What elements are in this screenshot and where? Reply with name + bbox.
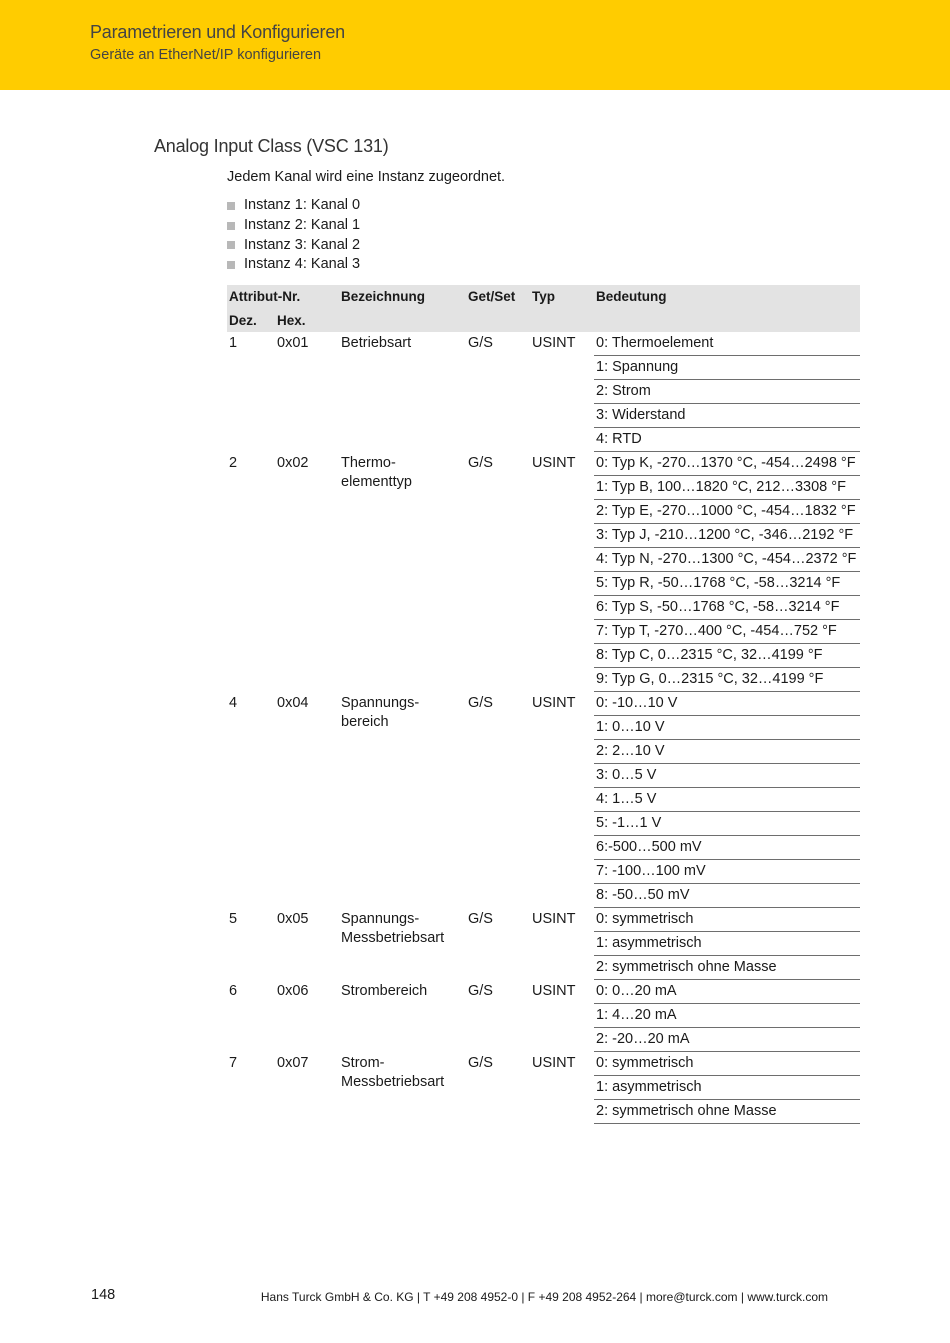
meaning-cell: 0: Thermoelement: [594, 332, 860, 356]
table-row: [227, 692, 860, 716]
square-bullet-icon: [227, 241, 235, 249]
table-row: [227, 980, 860, 1004]
attr-getset-cell: G/S: [468, 1054, 493, 1071]
attr-hex-cell: 0x01: [277, 335, 309, 351]
meaning-cell: 4: 1…5 V: [594, 788, 860, 812]
attr-typ-cell: USINT: [532, 335, 576, 351]
attr-dez-cell: 2: [229, 454, 238, 471]
meaning-cell: 9: Typ G, 0…2315 °C, 32…4199 °F: [594, 668, 860, 692]
square-bullet-icon: [227, 222, 235, 230]
attr-getset-cell: G/S: [468, 694, 493, 711]
attr-typ-cell: USINT: [532, 454, 576, 471]
meaning-cell: 3: Typ J, -210…1200 °C, -346…2192 °F: [594, 524, 860, 548]
header-getset: Get/Set: [466, 285, 530, 309]
meaning-cell: 4: Typ N, -270…1300 °C, -454…2372 °F: [594, 548, 860, 572]
meaning-cell: 2: 2…10 V: [594, 740, 860, 764]
meaning-cell: 3: 0…5 V: [594, 764, 860, 788]
meaning-cell: 1: asymmetrisch: [594, 1076, 860, 1100]
attr-typ-cell: USINT: [532, 1054, 576, 1071]
list-item: Instanz 3: Kanal 2: [227, 236, 360, 256]
attr-name-cell: Thermo- elementtyp: [341, 454, 412, 490]
meaning-cell: 6: Typ S, -50…1768 °C, -58…3214 °F: [594, 596, 860, 620]
meaning-cell: 1: Spannung: [594, 356, 860, 380]
header-bedeutung: Bedeutung: [594, 285, 860, 309]
attr-dez-cell: 6: [229, 982, 238, 999]
attr-name-cell: Strom- Messbetriebsart: [341, 1054, 445, 1090]
attr-hex-cell: 0x04: [277, 694, 309, 711]
meaning-cell: 8: Typ C, 0…2315 °C, 32…4199 °F: [594, 644, 860, 668]
header-typ: Typ: [530, 285, 594, 309]
instance-list: [227, 196, 360, 275]
header-title: Parametrieren und Konfigurieren: [90, 22, 345, 42]
attr-hex-cell: 0x06: [277, 982, 309, 999]
attr-typ-cell: USINT: [532, 694, 576, 711]
page-header: [0, 0, 950, 90]
header-bezeichnung: Bezeichnung: [339, 285, 466, 309]
attr-getset-cell: G/S: [468, 454, 493, 471]
table-row: [227, 332, 860, 356]
table-row: [227, 908, 860, 932]
attr-hex-cell: 0x07: [277, 1054, 309, 1071]
list-item: Instanz 1: Kanal 0: [227, 196, 360, 216]
attr-dez-cell: 5: [229, 910, 238, 927]
attribute-table: [227, 285, 860, 1124]
meaning-cell: 2: Typ E, -270…1000 °C, -454…1832 °F: [594, 500, 860, 524]
attr-hex-cell: 0x02: [277, 454, 309, 471]
header-attr-nr: Attribut-Nr.: [227, 285, 339, 309]
attr-getset-cell: G/S: [468, 982, 493, 999]
page-number: 148: [91, 1287, 116, 1303]
meaning-cell: 1: asymmetrisch: [594, 932, 860, 956]
header-dez: Dez.: [227, 309, 275, 332]
meaning-cell: 5: Typ R, -50…1768 °C, -58…3214 °F: [594, 572, 860, 596]
header-subtitle: Geräte an EtherNet/IP konfigurieren: [90, 47, 322, 63]
attr-name-cell: Spannungs- Messbetriebsart: [341, 910, 445, 946]
meaning-cell: 0: -10…10 V: [594, 692, 860, 716]
table-row: [227, 452, 860, 476]
meaning-cell: 7: Typ T, -270…400 °C, -454…752 °F: [594, 620, 860, 644]
meaning-cell: 5: -1…1 V: [594, 812, 860, 836]
meaning-cell: 0: symmetrisch: [594, 1052, 860, 1076]
meaning-cell: 1: 4…20 mA: [594, 1004, 860, 1028]
attr-typ-cell: USINT: [532, 982, 576, 999]
attr-name-cell: Betriebsart: [341, 335, 412, 351]
attr-dez-cell: 4: [229, 694, 238, 711]
square-bullet-icon: [227, 261, 235, 269]
meaning-cell: 2: -20…20 mA: [594, 1028, 860, 1052]
header-hex: Hex.: [275, 309, 339, 332]
section-title: Analog Input Class (VSC 131): [154, 136, 389, 156]
attr-getset-cell: G/S: [468, 335, 493, 351]
intro-text: Jedem Kanal wird eine Instanz zugeordnet.: [227, 169, 506, 185]
meaning-cell: 4: RTD: [594, 428, 860, 452]
list-item: Instanz 4: Kanal 3: [227, 255, 360, 275]
square-bullet-icon: [227, 202, 235, 210]
meaning-cell: 0: Typ K, -270…1370 °C, -454…2498 °F: [594, 452, 860, 476]
attr-hex-cell: 0x05: [277, 910, 309, 927]
attr-name-cell: Strombereich: [341, 982, 428, 999]
meaning-cell: 1: 0…10 V: [594, 716, 860, 740]
meaning-cell: 1: Typ B, 100…1820 °C, 212…3308 °F: [594, 476, 860, 500]
table-row: [227, 1052, 860, 1076]
meaning-cell: 2: symmetrisch ohne Masse: [594, 956, 860, 980]
table-body: [227, 332, 860, 1124]
attr-typ-cell: USINT: [532, 910, 576, 927]
meaning-cell: 8: -50…50 mV: [594, 884, 860, 908]
attr-name-cell: Spannungs- bereich: [341, 694, 420, 730]
attr-getset-cell: G/S: [468, 910, 493, 927]
meaning-cell: 7: -100…100 mV: [594, 860, 860, 884]
attr-dez-cell: 7: [229, 1054, 238, 1071]
list-item: Instanz 2: Kanal 1: [227, 216, 360, 236]
meaning-cell: 0: 0…20 mA: [594, 980, 860, 1004]
meaning-cell: 6:-500…500 mV: [594, 836, 860, 860]
meaning-cell: 2: Strom: [594, 380, 860, 404]
footer-contact: Hans Turck GmbH & Co. KG | T +49 208 4952-0 | F +49 208 4952-264 | more@turck.com | www.turck.com: [260, 1290, 828, 1304]
meaning-cell: 0: symmetrisch: [594, 908, 860, 932]
meaning-cell: 2: symmetrisch ohne Masse: [594, 1100, 860, 1124]
meaning-cell: 3: Widerstand: [594, 404, 860, 428]
attr-dez-cell: 1: [229, 335, 238, 351]
